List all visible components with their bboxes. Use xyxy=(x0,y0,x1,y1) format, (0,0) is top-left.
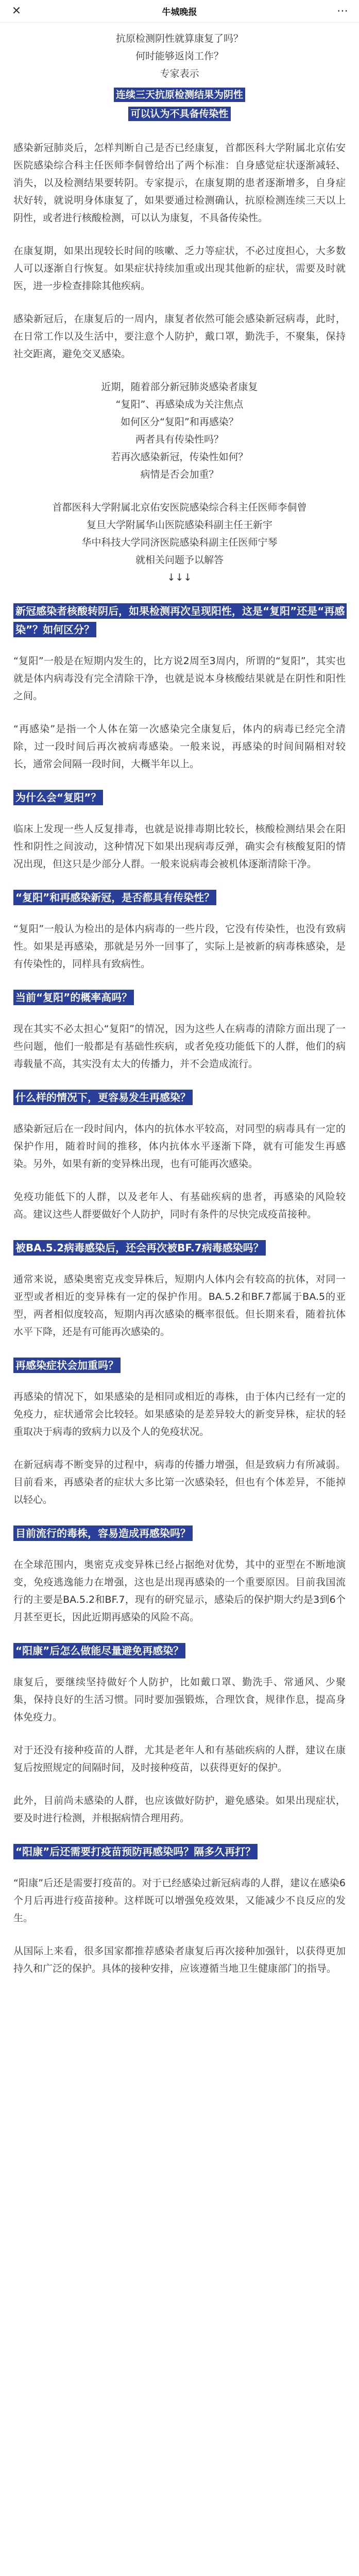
paragraph: 此外，目前尚未感染的人群，也应该做好防护，避免感染。如果出现症状，要及时进行检测，并根据病情合理用药。 xyxy=(13,1795,346,1824)
paragraph: 在康复期，如果出现较长时间的咳嗽、乏力等症状，不必过度担心，大多数人可以逐渐自行恢复。如果症状持续加重或出现其他新的症状，需要及时就医，进一步检查排除其他疾病。 xyxy=(13,245,346,292)
paragraph: 通常来说，感染奥密克戎变异株后，短期内人体内会有较高的抗体，对同一亚型或者相近的变异株有一定的保护作用。BA.5.2和BF.7都属于BA.5的亚型，两者相似度较高，短期内再次感染的概率很低。但长期来看，随着抗体水平下降，还是有可能再次感染的。 xyxy=(13,1274,346,1337)
intro-line: 何时能够返岗工作？ xyxy=(135,50,224,62)
paragraph: 康复后，要继续坚持做好个人防护，比如戴口罩、勤洗手、常通风、少聚集，保持良好的生活习惯。同时要加强锻炼，合理饮食，规律作息，提高身体免疫力。 xyxy=(13,1676,346,1723)
intro-line: 抗原检测阴性就算康复了吗？ xyxy=(115,33,243,44)
paragraph: 免疫功能低下的人群，以及老年人、有基础疾病的患者，再感染的风险较高。建议这些人群要做好个人防护，同时有条件的尽快完成疫苗接种。 xyxy=(13,1191,346,1220)
question-line: 近期，随着部分新冠肺炎感染者康复 xyxy=(101,381,258,393)
question-line: “复阳”、再感染成为关注焦点 xyxy=(115,399,244,410)
close-icon[interactable]: ✕ xyxy=(11,5,22,18)
article-intro xyxy=(13,30,346,82)
top-nav-bar xyxy=(0,0,359,23)
question-line: 两者具有传染性吗？ xyxy=(135,434,224,445)
question-line: 若再次感染新冠，传染性如何？ xyxy=(111,451,248,463)
paragraph: 感染新冠肺炎后，怎样判断自己是否已经康复，首都医科大学附属北京佑安医院感染综合科主任医师李侗曾给出了两个标准：自身感觉症状逐渐减轻、消失，以及检测结果要转阴。专家提示，在康复期的患者逐渐增多，自身症状好转，就说明身体康复了，如果要通过检测确认，抗原检测连续三天以上阴性，或者进行核酸检测，可以认为康复，不具备传染性。 xyxy=(13,142,346,224)
expert-line: 华中科技大学同济医院感染科副主任医师宁琴 xyxy=(81,537,278,548)
paragraph: 对于还没有接种疫苗的人群，尤其是老年人和有基础疾病的人群，建议在康复后按照规定的间隔时间，及时接种疫苗，以获得更好的保护。 xyxy=(13,1744,346,1773)
paragraph: “复阳”一般是在短期内发生的，比方说2周至3周内，所谓的“复阳”，其实也就是体内病毒没有完全清除干净，也就是说本身核酸结果就是在阴性和阳性之间。 xyxy=(13,655,346,702)
expert-line: 就相关问题予以解答 xyxy=(135,554,224,566)
highlight-line: 可以认为不具备传染性 xyxy=(128,107,230,121)
section-title: 什么样的情况下，更容易发生再感染？ xyxy=(13,1088,346,1107)
question-line: 如何区分“复阳”和再感染？ xyxy=(121,416,238,428)
paragraph: 再感染的情况下，如果感染的是相同或相近的毒株，由于体内已经有一定的免疫力，症状通常会比较轻。如果感染的是差异较大的新变异株，症状的轻重取决于病毒的致病力以及个人的免疫状况。 xyxy=(13,1391,346,1437)
section-title: “复阳”和再感染新冠，是否都具有传染性？ xyxy=(13,888,346,907)
questions-block xyxy=(13,378,346,483)
paragraph: 临床上发现一些人反复排毒，也就是说排毒期比较长，核酸检测结果会在阳性和阴性之间波动，这种情况下如果出现病毒反弹，确实会有核酸复阳的情况出现，但这只是少部分人群。一般来说病毒会被机体逐渐清除干净。 xyxy=(13,823,346,870)
paragraph: “阳康”后还是需要打疫苗的。对于已经感染过新冠病毒的人群，建议在感染6个月后再进行疫苗接种。这样既可以增强免疫效果，又能减少不良反应的发生。 xyxy=(13,1877,346,1924)
highlight-line: 连续三天抗原检测结果为阴性 xyxy=(114,88,245,102)
section-title: 新冠感染者核酸转阴后，如果检测再次呈现阳性，这是“复阳”还是“再感染”？如何区分？ xyxy=(13,602,346,639)
expert-line: 首都医科大学附属北京佑安医院感染综合科主任医师李侗曾 xyxy=(52,502,307,513)
section-title: 目前流行的毒株，容易造成再感染吗？ xyxy=(13,1524,346,1543)
section-title: 再感染症状会加重吗？ xyxy=(13,1356,346,1375)
paragraph: 从国际上来看，很多国家都推荐感染者康复后再次接种加强针，以获得更加持久和广泛的保护。具体的接种安排，应该遵循当地卫生健康部门的指导。 xyxy=(13,1945,346,1974)
section-title: 当前“复阳”的概率高吗？ xyxy=(13,988,346,1007)
arrow-down-icon: ↓↓↓ xyxy=(167,572,192,583)
section-title: “阳康”后怎么做能尽量避免再感染？ xyxy=(13,1641,346,1660)
paragraph: 感染新冠后在一段时间内，体内的抗体水平较高，对同型的病毒具有一定的保护作用，随着时间的推移，体内抗体水平逐渐下降，就有可能发生再感染。另外，如果有新的变异株出现，也有可能再次感染。 xyxy=(13,1123,346,1170)
article-body xyxy=(0,23,359,2013)
paragraph: 在全球范围内，奥密克戎变异株已经占据绝对优势，其中的亚型在不断地演变，免疫逃逸能力在增强，这也是出现再感染的一个重要原因。目前我国流行的主要是BA.5.2和BF.7，现有的研究显示，感染后的保护期大约是3到6个月甚至更长，因此近期再感染的风险不高。 xyxy=(13,1559,346,1623)
question-line: 病情是否会加重？ xyxy=(140,469,219,480)
more-menu-icon[interactable]: ⋯ xyxy=(337,5,348,18)
section-title: “阳康”后还需要打疫苗预防再感染吗？隔多久再打？ xyxy=(13,1842,346,1861)
intro-line: 专家表示 xyxy=(160,68,199,79)
section-title: 被BA.5.2病毒感染后，还会再次被BF.7病毒感染吗？ xyxy=(13,1239,346,1257)
paragraph: 在新冠病毒不断变异的过程中，病毒的传播力增强，但是致病力有所减弱。目前看来，再感染者的症状大多比第一次感染轻，但也有个体差异，不能掉以轻心。 xyxy=(13,1459,346,1505)
paragraph: 现在其实不必太担心“复阳”的情况，因为这些人在病毒的清除方面出现了一些问题，他们一般都是有基础性疾病，或者免疫功能低下的人群，他们的病毒载量不高，其实没有太大的传播力，并不会造成流行。 xyxy=(13,1023,346,1070)
page-title: 牛城晚报 xyxy=(162,7,197,18)
paragraph: “复阳”一般认为检出的是体内病毒的一些片段，它没有传染性，也没有致病性。如果是再感染，那就是另外一回事了，实际上是被新的病毒株感染，是有传染性的，同样具有致病性。 xyxy=(13,923,346,970)
intro-highlight xyxy=(13,86,346,124)
expert-line: 复旦大学附属华山医院感染科副主任王新宇 xyxy=(86,519,272,531)
experts-block xyxy=(13,499,346,586)
paragraph: “再感染”是指一个人体在第一次感染完全康复后，体内的病毒已经完全清除，过一段时间后再次被病毒感染。一般来说，再感染的时间间隔相对较长，通常会间隔一段时间，大概半年以上。 xyxy=(13,723,346,770)
section-title: 为什么会“复阳”？ xyxy=(13,788,346,807)
paragraph: 感染新冠后，在康复后的一周内，康复者依然可能会感染新冠病毒，此时，在日常工作以及生活中，要注意个人防护，戴口罩，勤洗手，不聚集，保持社交距离，避免交叉感染。 xyxy=(13,313,346,360)
